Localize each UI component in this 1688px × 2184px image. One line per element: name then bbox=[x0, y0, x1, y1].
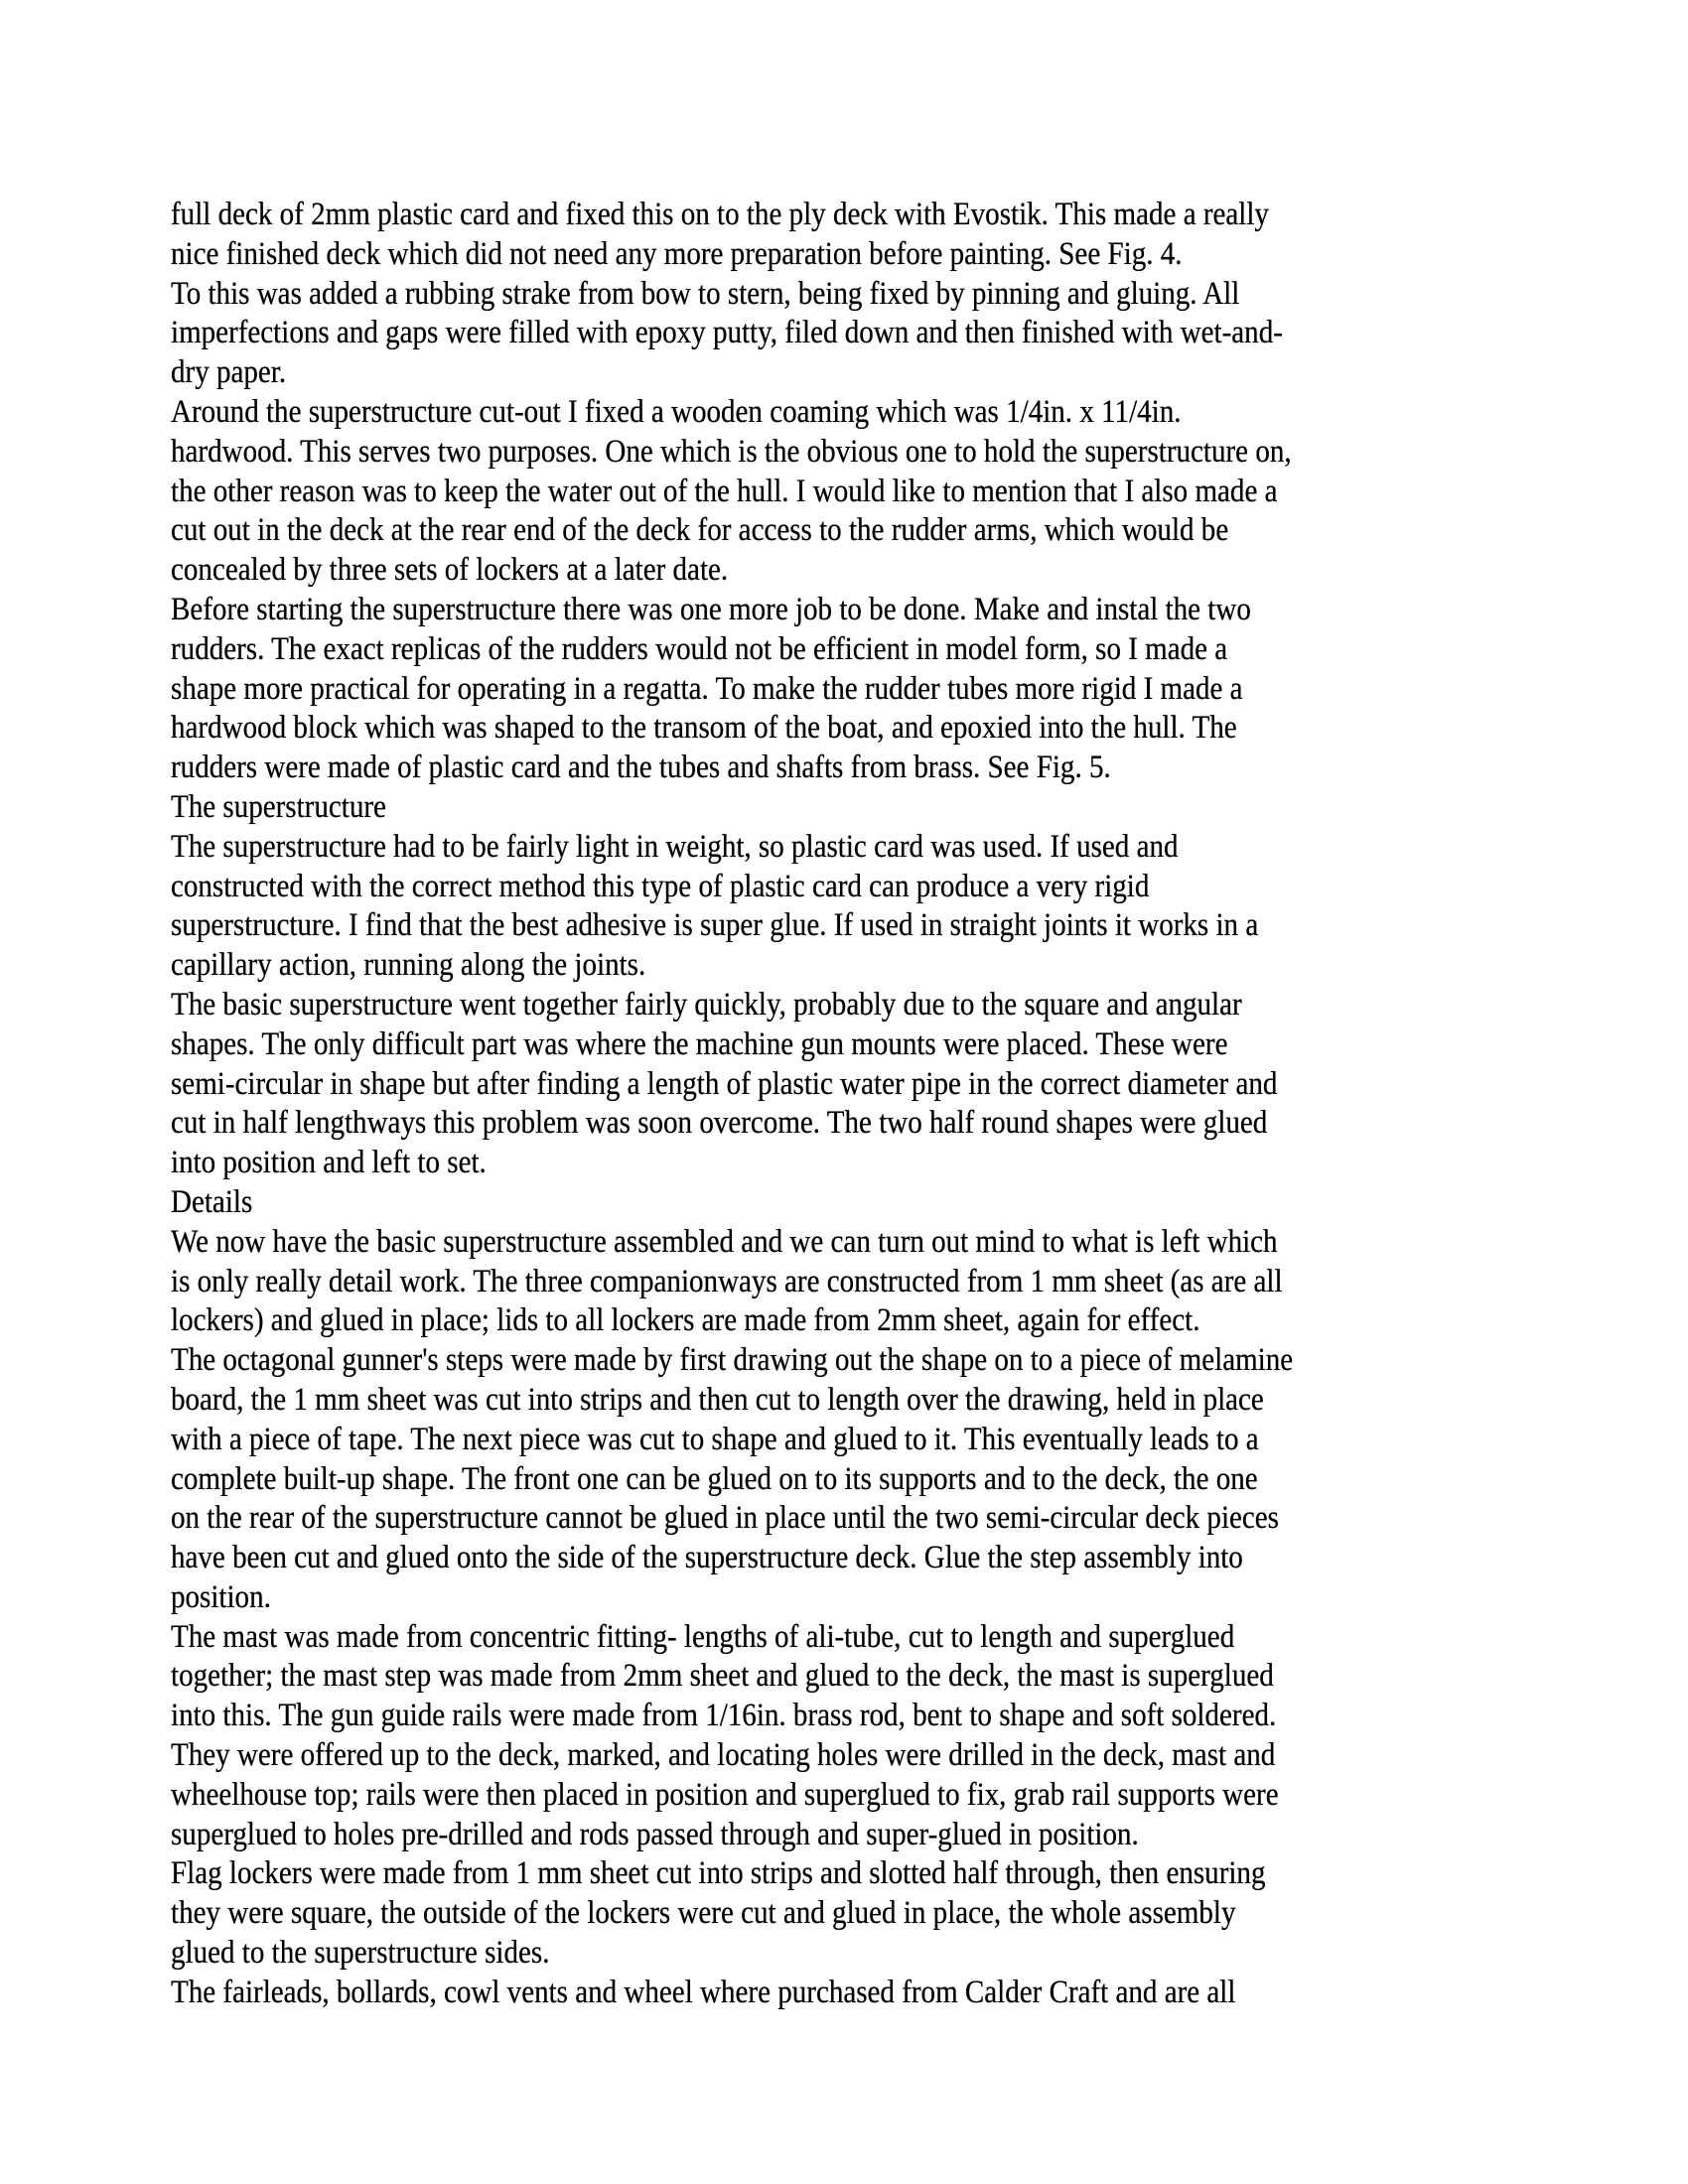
text-line: The superstructure had to be fairly light in weight, so plastic card was used. If used and bbox=[171, 828, 1179, 865]
text-line: dry paper. bbox=[171, 354, 287, 391]
text-line: complete built-up shape. The front one can be glued on to its supports and to the deck, the one bbox=[171, 1460, 1258, 1497]
document-text-block bbox=[171, 196, 1561, 2013]
text-line: The octagonal gunner's steps were made by first drawing out the shape on to a piece of melamine bbox=[171, 1342, 1294, 1379]
text-line: Details bbox=[171, 1183, 253, 1220]
text-line: The mast was made from concentric fitting- lengths of ali-tube, cut to length and superglued bbox=[171, 1618, 1235, 1655]
text-line: glued to the superstructure sides. bbox=[171, 1935, 550, 1972]
text-line: Flag lockers were made from 1 mm sheet cut into strips and slotted half through, then ensuring bbox=[171, 1855, 1266, 1892]
text-line: To this was added a rubbing strake from bow to stern, being fixed by pinning and gluing. All bbox=[171, 275, 1240, 312]
text-line: The superstructure bbox=[171, 788, 386, 825]
text-line: constructed with the correct method this type of plastic card can produce a very rigid bbox=[171, 868, 1150, 904]
text-line: superstructure. I find that the best adhesive is super glue. If used in straight joints it works in a bbox=[171, 907, 1259, 944]
text-line: lockers) and glued in place; lids to all lockers are made from 2mm sheet, again for effect. bbox=[171, 1302, 1200, 1339]
text-line: rudders were made of plastic card and the tubes and shafts from brass. See Fig. 5. bbox=[171, 750, 1111, 786]
text-line: semi-circular in shape but after finding a length of plastic water pipe in the correct diameter and bbox=[171, 1065, 1278, 1102]
text-line: together; the mast step was made from 2mm sheet and glued to the deck, the mast is superglued bbox=[171, 1658, 1274, 1695]
text-line: They were offered up to the deck, marked, and locating holes were drilled in the deck, mast and bbox=[171, 1737, 1276, 1774]
text-line: We now have the basic superstructure assembled and we can turn out mind to what is left which bbox=[171, 1223, 1278, 1260]
text-line: wheelhouse top; rails were then placed in position and superglued to fix, grab rail supports were bbox=[171, 1776, 1279, 1813]
text-line: hardwood block which was shaped to the transom of the boat, and epoxied into the hull. The bbox=[171, 710, 1237, 747]
text-line: they were square, the outside of the lockers were cut and glued in place, the whole assembly bbox=[171, 1895, 1236, 1932]
text-line: shapes. The only difficult part was where the machine gun mounts were placed. These were bbox=[171, 1025, 1228, 1062]
text-line: have been cut and glued onto the side of the superstructure deck. Glue the step assembly into bbox=[171, 1540, 1243, 1576]
text-line: capillary action, running along the joints. bbox=[171, 947, 646, 984]
text-line: The basic superstructure went together fairly quickly, probably due to the square and angular bbox=[171, 986, 1242, 1023]
text-line: concealed by three sets of lockers at a later date. bbox=[171, 552, 729, 589]
text-line: Around the superstructure cut-out I fixed a wooden coaming which was 1/4in. x 11/4in. bbox=[171, 393, 1182, 430]
text-line: the other reason was to keep the water out of the hull. I would like to mention that I also made a bbox=[171, 473, 1278, 509]
text-line: into position and left to set. bbox=[171, 1145, 487, 1181]
text-line: with a piece of tape. The next piece was cut to shape and glued to it. This eventually leads to a bbox=[171, 1421, 1259, 1457]
text-line: board, the 1 mm sheet was cut into strips and then cut to length over the drawing, held in place bbox=[171, 1381, 1264, 1418]
text-line: full deck of 2mm plastic card and fixed this on to the ply deck with Evostik. This made a really bbox=[171, 197, 1269, 232]
text-line: on the rear of the superstructure cannot be glued in place until the two semi-circular deck pieces bbox=[171, 1500, 1279, 1537]
text-line: shape more practical for operating in a regatta. To make the rudder tubes more rigid I made a bbox=[171, 670, 1243, 707]
text-line: nice finished deck which did not need any more preparation before painting. See Fig. 4. bbox=[171, 235, 1183, 272]
text-line: The fairleads, bollards, cowl vents and wheel where purchased from Calder Craft and are all bbox=[171, 1974, 1236, 2010]
text-line: cut out in the deck at the rear end of the deck for access to the rudder arms, which would be bbox=[171, 512, 1229, 549]
text-line: superglued to holes pre-drilled and rods passed through and super-glued in position. bbox=[171, 1816, 1139, 1852]
text-line: Before starting the superstructure there was one more job to be done. Make and instal the two bbox=[171, 591, 1251, 627]
text-line: imperfections and gaps were filled with epoxy putty, filed down and then finished with wet-and- bbox=[171, 315, 1283, 351]
text-line: cut in half lengthways this problem was soon overcome. The two half round shapes were glued bbox=[171, 1105, 1268, 1142]
text-line: hardwood. This serves two purposes. One which is the obvious one to hold the superstructure on, bbox=[171, 433, 1292, 470]
text-line: is only really detail work. The three companionways are constructed from 1 mm sheet (as are all bbox=[171, 1263, 1283, 1299]
text-line: rudders. The exact replicas of the rudders would not be efficient in model form, so I made a bbox=[171, 630, 1228, 667]
text-line: into this. The gun guide rails were made from 1/16in. brass rod, bent to shape and soft soldered. bbox=[171, 1698, 1277, 1734]
text-line: position. bbox=[171, 1578, 271, 1615]
